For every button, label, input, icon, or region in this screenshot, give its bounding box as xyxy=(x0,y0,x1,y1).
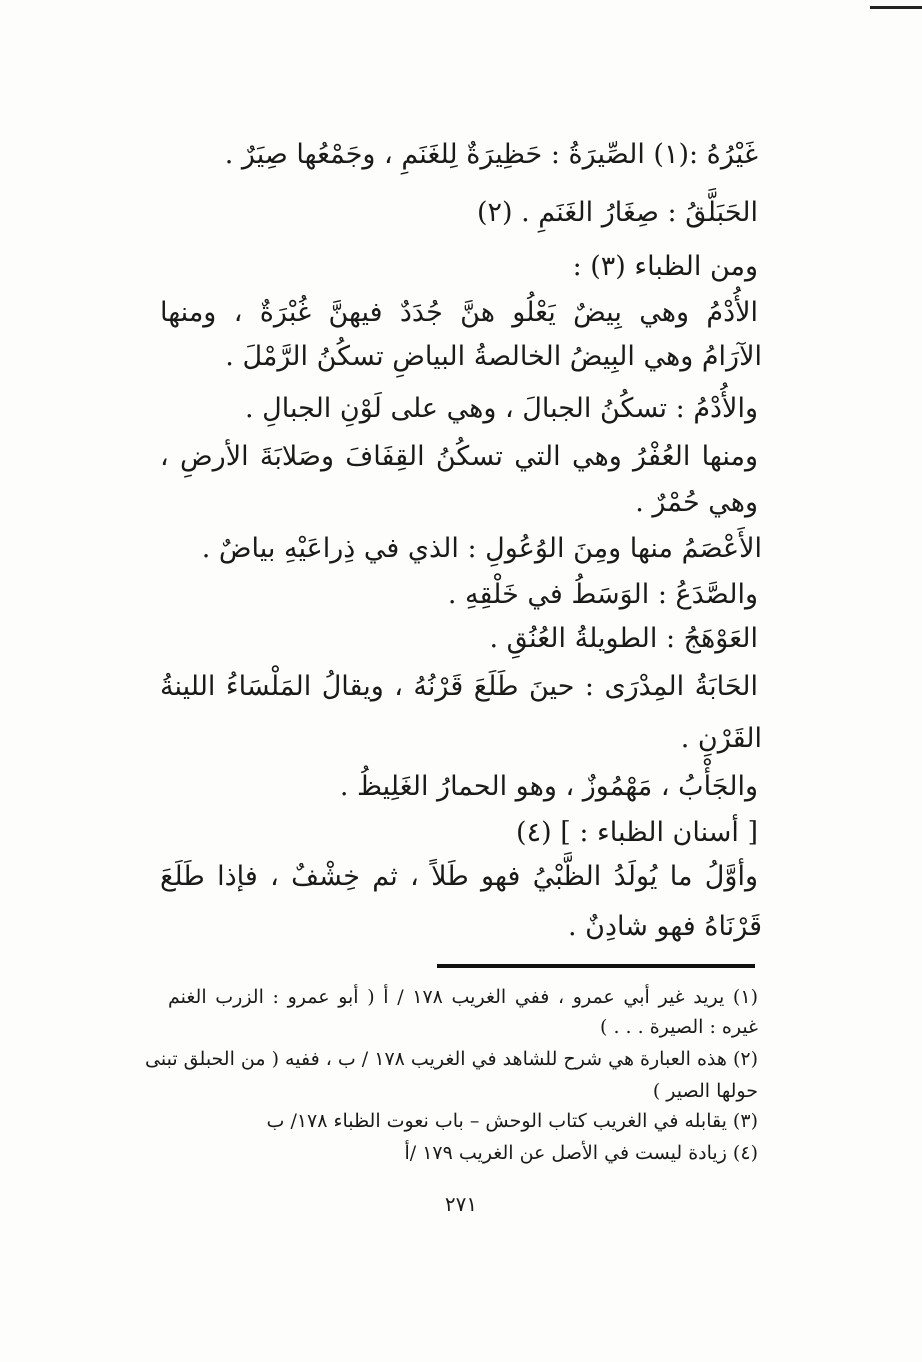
body-line-16: وأوَّلُ ما يُولَدُ الظَّبْيُ فهو طَلاً ، ثم خِشْفٌ ، فإذا طَلَعَ xyxy=(160,861,758,892)
body-line-2: الحَبَلَّقُ : صِغَارُ الغَنَمِ . (٢) xyxy=(476,197,758,228)
body-line-15: [ أسنان الظباء : ] (٤) xyxy=(516,817,758,848)
body-line-7: ومنها العُفْرُ وهي التي تسكُنُ القِفَافَ وصَلابَةَ الأرضِ ، xyxy=(160,441,758,472)
body-line-12: الحَابَةُ المِدْرَى : حينَ طَلَعَ قَرْنُهُ ، ويقالُ المَلْسَاءُ اللينةُ xyxy=(160,671,758,702)
body-line-14: والجَأْبُ ، مَهْمُوزٌ ، وهو الحمارُ الغَلِيظُ . xyxy=(339,771,758,802)
corner-mark xyxy=(870,6,922,9)
footnote-rule xyxy=(437,964,755,968)
body-line-9: الأَعْصَمُ منها ومِنَ الوُعُولِ : الذي في ذِراعَيْهِ بياضٌ . xyxy=(201,533,762,564)
body-line-3: ومن الظباء (٣) : xyxy=(572,251,758,282)
body-line-1: غَيْرُهُ :(١) الصِّيرَةُ : حَظِيرَةٌ لِلغَنَمِ ، وجَمْعُها صِيَرٌ . xyxy=(224,139,758,170)
footnote-2: (٢) هذه العبارة هي شرح للشاهد في الغريب ١٧٨ / ب ، ففيه ( من الحبلق تبنى xyxy=(145,1048,758,1070)
footnote-1-cont: غيره : الصيرة . . . ) xyxy=(600,1016,758,1038)
body-line-13: القَرْنِ . xyxy=(680,723,762,754)
page-number: ٢٧١ xyxy=(444,1192,478,1216)
footnote-1: (١) يريد غير أبي عمرو ، ففي الغريب ١٧٨ / أ ( أبو عمرو : الزرب الغنم xyxy=(168,986,758,1008)
body-line-17: قَرْنَاهُ فهو شادِنٌ . xyxy=(567,911,762,942)
footnote-2-cont: حولها الصير ) xyxy=(652,1080,758,1102)
body-line-4: الأُدْمُ وهي بِيضٌ يَعْلُو هنَّ جُدَدٌ فيهنَّ غُبْرَةٌ ، ومنها xyxy=(160,297,759,328)
body-line-6: والأُدْمُ : تسكُنُ الجبالَ ، وهي على لَوْنِ الجبالِ . xyxy=(244,393,758,424)
footnote-4: (٤) زيادة ليست في الأصل عن الغريب ١٧٩ /أ xyxy=(404,1142,758,1164)
body-line-10: والصَّدَعُ : الوَسَطُ في خَلْقِهِ . xyxy=(447,579,758,610)
footnote-3: (٣) يقابله في الغريب كتاب الوحش – باب نعوت الظباء ١٧٨/ ب xyxy=(266,1110,758,1132)
body-line-11: العَوْهَجُ : الطويلةُ العُنُقِ . xyxy=(489,623,758,654)
body-line-5: الآرَامُ وهي البِيضُ الخالصةُ البياضِ تسكُنُ الرَّمْلَ . xyxy=(225,341,762,372)
body-line-8: وهي حُمْرٌ . xyxy=(635,487,758,518)
